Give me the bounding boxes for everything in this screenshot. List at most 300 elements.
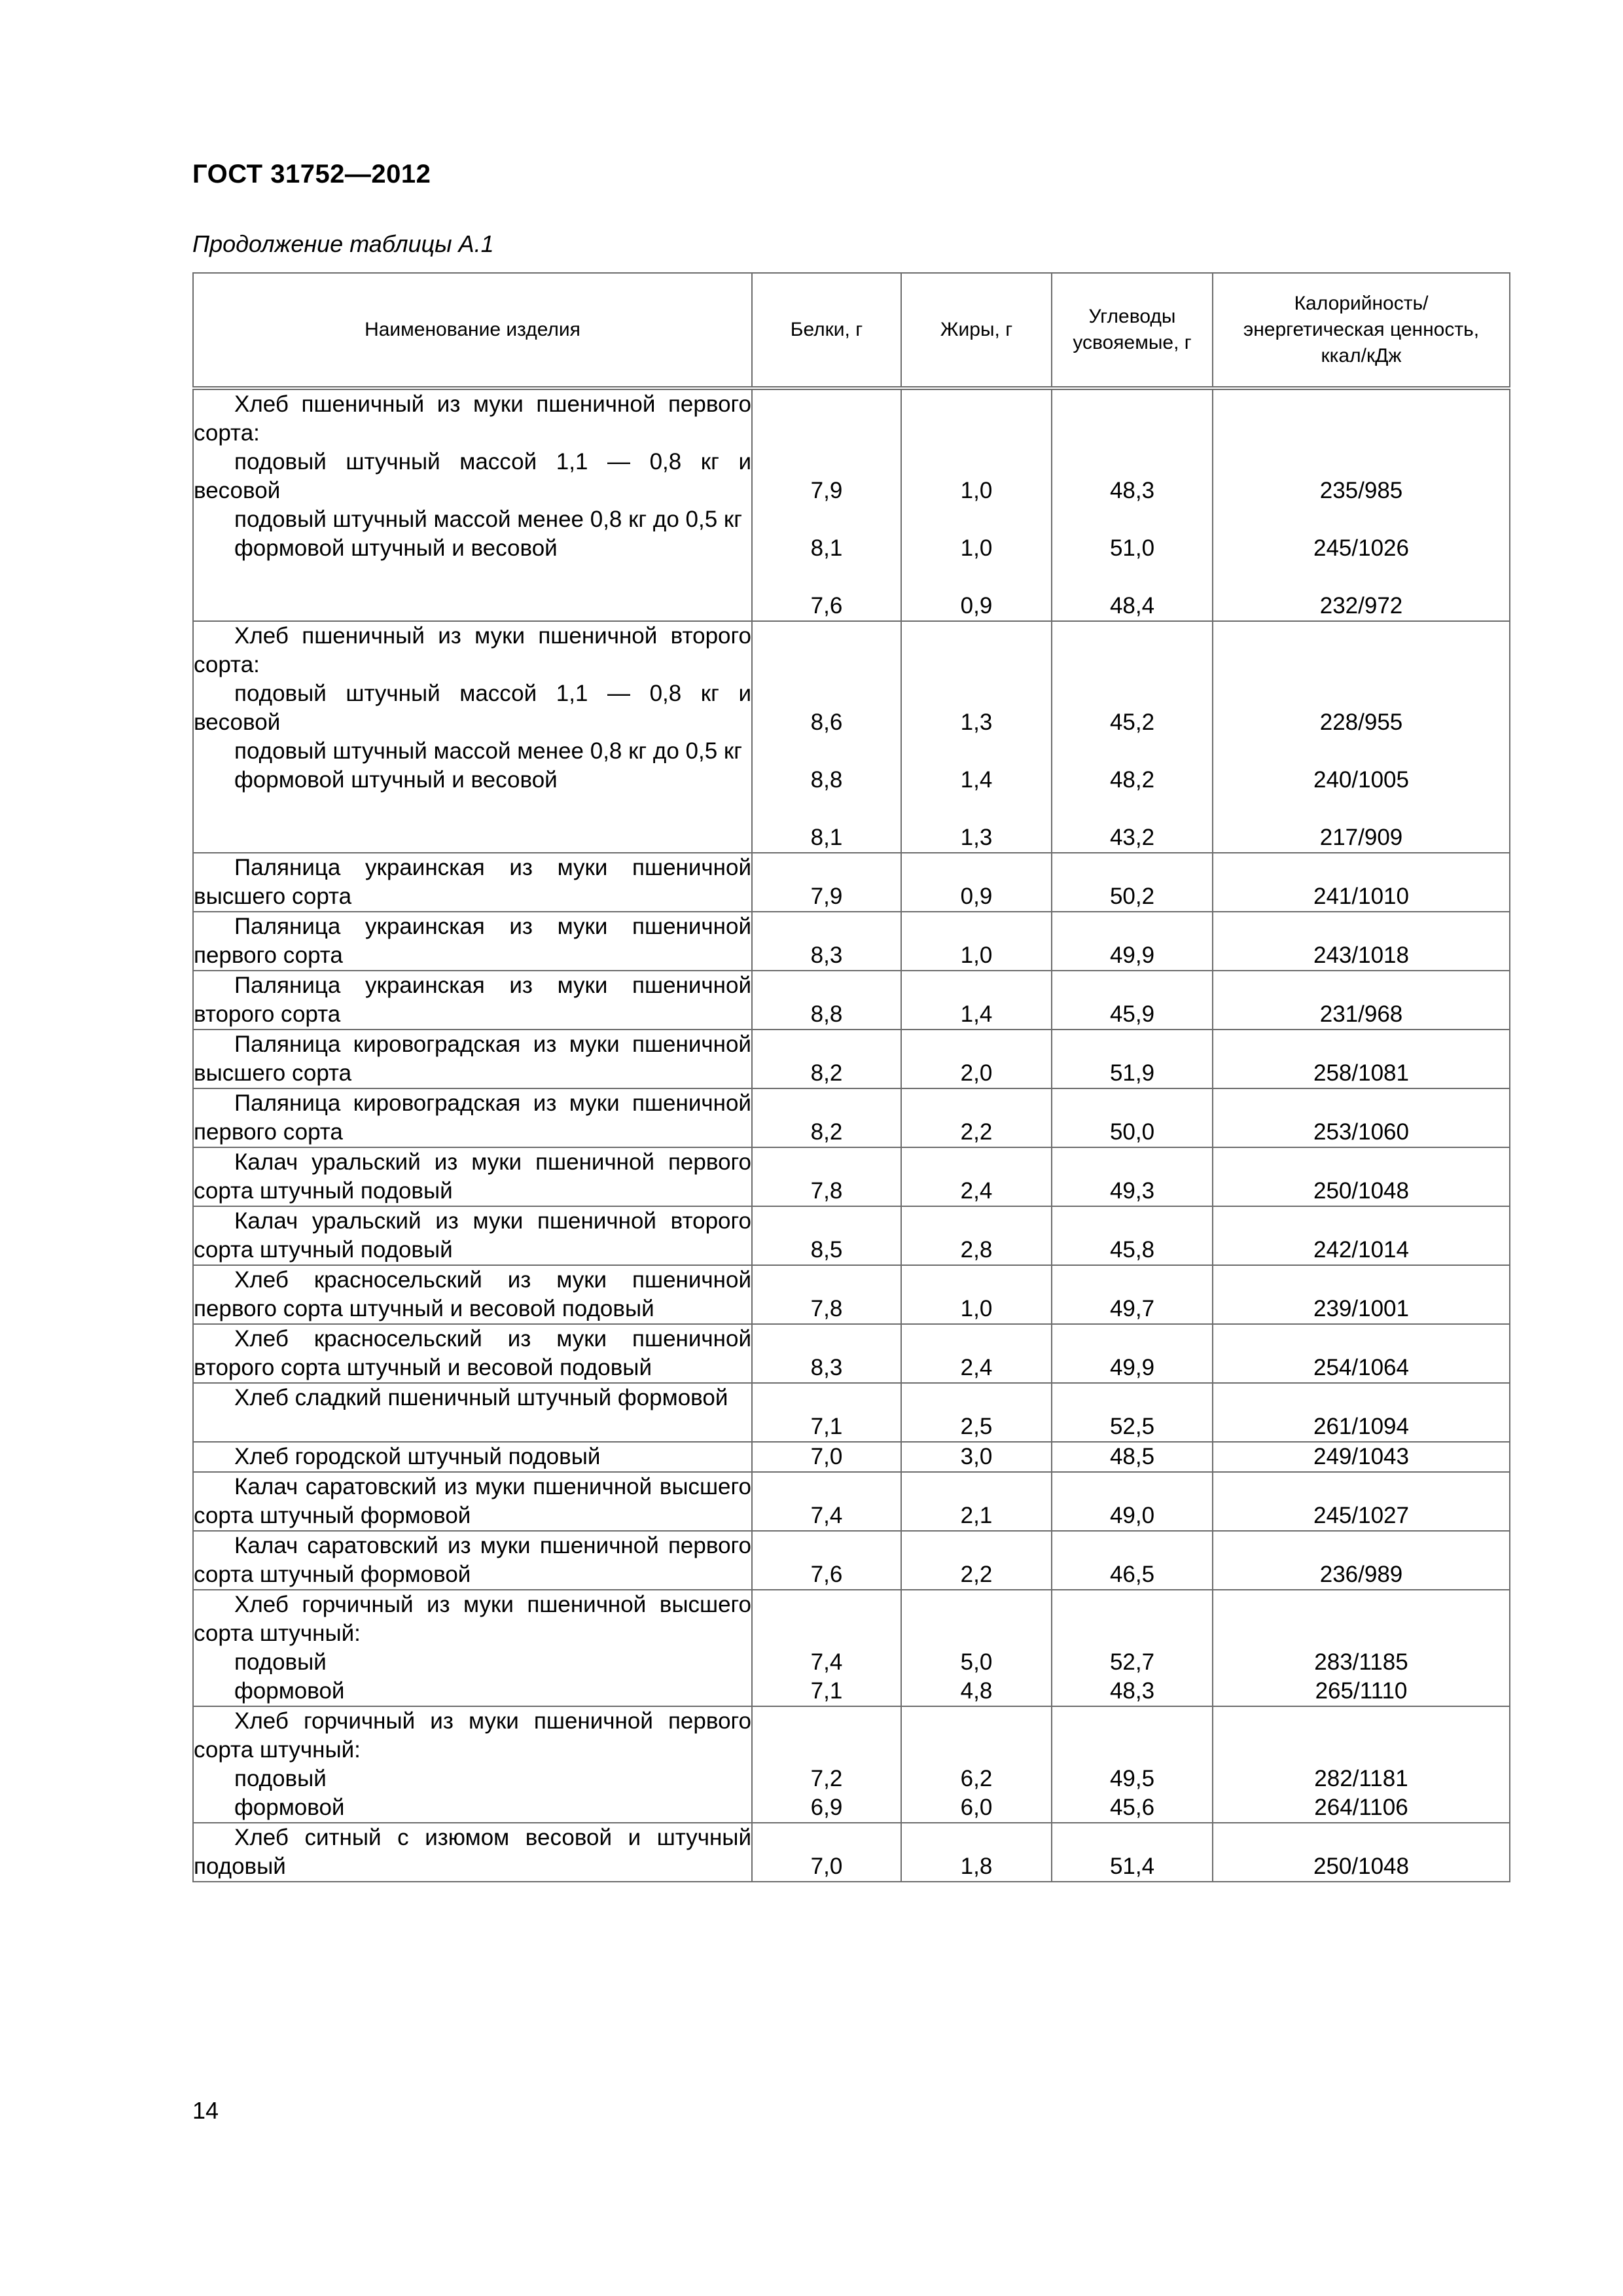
value-protein: 8,2 [810,1119,843,1145]
value-protein: 7,8 [810,1296,843,1321]
spacer [753,1823,901,1852]
cell-fat [901,1823,1052,1882]
value-fat: 2,2 [960,1562,993,1587]
spacer [902,390,1051,419]
spacer [1213,563,1509,592]
value-energy: 253/1060 [1313,1119,1409,1145]
spacer [902,1707,1051,1736]
product-name-cell [193,1206,752,1265]
cell-protein [752,1823,901,1882]
product-name-cell [193,1324,752,1383]
sub-item-label: формовой штучный и весовой [234,767,558,793]
value-carbs: 49,9 [1109,942,1155,968]
sub-item-label: формовой штучный и весовой [234,535,558,561]
spacer [1052,1532,1212,1560]
value-carbs: 48,2 [1109,767,1155,793]
cell-energy [1213,912,1510,971]
cell-fat [901,1706,1052,1823]
value-fat: 1,3 [960,825,993,850]
value-protein: 7,1 [810,1414,843,1439]
value-energy: 231/968 [1319,1001,1403,1027]
value-carbs: 48,4 [1109,593,1155,619]
value-fat: 2,0 [960,1060,993,1086]
spacer [1052,1148,1212,1177]
spacer [1213,1030,1509,1059]
cell-fat [901,971,1052,1030]
value-protein: 8,1 [810,825,843,850]
value-fat: 1,0 [960,478,993,503]
spacer [753,1473,901,1501]
table-row [193,971,1510,1030]
spacer [1052,912,1212,941]
cell-energy [1213,971,1510,1030]
value-protein: 7,2 [810,1766,843,1791]
cell-protein [752,971,901,1030]
value-protein: 8,8 [810,767,843,793]
spacer [902,1384,1051,1412]
product-name: Хлеб сладкий пшеничный штучный формовой [234,1385,728,1410]
spacer [1052,971,1212,1000]
value-fat: 4,8 [960,1678,993,1704]
value-protein: 7,4 [810,1649,843,1675]
spacer [1213,1207,1509,1236]
spacer [1052,505,1212,534]
spacer [902,1325,1051,1354]
spacer [753,448,901,476]
value-carbs: 46,5 [1109,1562,1155,1587]
value-energy: 228/955 [1319,709,1403,735]
cell-energy [1213,1265,1510,1324]
spacer [1213,1823,1509,1852]
value-protein: 7,1 [810,1678,843,1704]
cell-carbs [1052,1823,1213,1882]
value-fat: 2,2 [960,1119,993,1145]
value-carbs: 51,9 [1109,1060,1155,1086]
spacer [1213,853,1509,882]
value-energy: 254/1064 [1313,1355,1409,1380]
value-carbs: 49,5 [1109,1766,1155,1791]
value-energy: 236/989 [1319,1562,1403,1587]
value-fat: 1,0 [960,535,993,561]
spacer [753,1030,901,1059]
product-name-cell [193,1706,752,1823]
value-carbs: 51,0 [1109,535,1155,561]
product-name: Паляница кировоградская из муки пшеничной первого сорта [194,1090,751,1145]
table-row [193,1324,1510,1383]
value-energy: 258/1081 [1313,1060,1409,1086]
value-energy: 250/1048 [1313,1854,1409,1879]
product-name: Хлеб красносельский из муки пшеничной второго сорта штучный и весовой подовый [194,1326,751,1380]
value-energy: 241/1010 [1313,884,1409,909]
spacer [753,419,901,448]
table-header-row [193,273,1510,388]
spacer [902,853,1051,882]
spacer [753,651,901,679]
cell-fat [901,1531,1052,1590]
spacer [1052,1030,1212,1059]
cell-protein [752,1088,901,1147]
spacer [1213,1619,1509,1648]
spacer [1052,1207,1212,1236]
value-carbs: 49,7 [1109,1296,1155,1321]
spacer [753,971,901,1000]
value-fat: 0,9 [960,884,993,909]
spacer [753,1707,901,1736]
page-number: 14 [192,2097,219,2124]
table-row [193,912,1510,971]
product-name: Паляница украинская из муки пшеничной второго сорта [194,973,751,1027]
cell-carbs [1052,621,1213,853]
spacer [1052,737,1212,766]
value-carbs: 48,3 [1109,478,1155,503]
spacer [1213,1384,1509,1412]
spacer [753,1736,901,1765]
cell-fat [901,912,1052,971]
value-carbs: 45,6 [1109,1795,1155,1820]
spacer [753,853,901,882]
table-row [193,1030,1510,1088]
sub-item-label: подовый [234,1649,327,1675]
spacer [1213,737,1509,766]
nutrition-table [192,272,1510,1882]
cell-carbs [1052,1088,1213,1147]
spacer [1052,622,1212,651]
product-name: Хлеб пшеничный из муки пшеничной второго сорта: [194,623,751,677]
value-fat: 5,0 [960,1649,993,1675]
spacer [902,679,1051,708]
spacer [753,1384,901,1412]
value-energy: 235/985 [1319,478,1403,503]
value-protein: 8,5 [810,1237,843,1263]
spacer [1213,1089,1509,1118]
cell-fat [901,853,1052,912]
spacer [1052,1325,1212,1354]
cell-carbs [1052,1030,1213,1088]
product-name: Хлеб ситный с изюмом весовой и штучный подовый [194,1825,751,1879]
cell-fat [901,1590,1052,1706]
product-name-cell [193,1590,752,1706]
spacer [1213,622,1509,651]
value-fat: 2,4 [960,1355,993,1380]
spacer [1052,1384,1212,1412]
cell-protein [752,1472,901,1531]
value-protein: 8,3 [810,1355,843,1380]
cell-energy [1213,1706,1510,1823]
cell-energy [1213,853,1510,912]
cell-energy [1213,1324,1510,1383]
spacer [753,1089,901,1118]
spacer [902,419,1051,448]
cell-protein [752,912,901,971]
cell-energy [1213,388,1510,621]
spacer [1213,795,1509,823]
product-name: Паляница украинская из муки пшеничной первого сорта [194,914,751,968]
product-name: Хлеб горчичный из муки пшеничной первого сорта штучный: [194,1708,751,1763]
table-row [193,1147,1510,1206]
product-name-cell [193,912,752,971]
spacer [902,912,1051,941]
value-protein: 8,8 [810,1001,843,1027]
cell-fat [901,1147,1052,1206]
cell-carbs [1052,1442,1213,1472]
value-fat: 2,1 [960,1503,993,1528]
spacer [1052,390,1212,419]
table-row [193,1590,1510,1706]
table-row [193,388,1510,621]
value-carbs: 48,5 [1109,1444,1155,1469]
product-name-cell [193,1088,752,1147]
spacer [1213,1736,1509,1765]
spacer [1213,1590,1509,1619]
spacer [902,1207,1051,1236]
value-energy: 239/1001 [1313,1296,1409,1321]
spacer [1213,971,1509,1000]
cell-energy [1213,1442,1510,1472]
spacer [1213,419,1509,448]
value-energy: 283/1185 [1314,1649,1408,1675]
value-energy: 232/972 [1319,593,1403,619]
value-protein: 7,8 [810,1178,843,1204]
spacer [753,1207,901,1236]
spacer [1213,912,1509,941]
cell-fat [901,1472,1052,1531]
product-name: Хлеб горчичный из муки пшеничной высшего сорта штучный: [194,1592,751,1646]
value-protein: 6,9 [810,1795,843,1820]
value-fat: 1,4 [960,1001,993,1027]
value-carbs: 49,0 [1109,1503,1155,1528]
spacer [753,1532,901,1560]
product-name-cell [193,971,752,1030]
value-fat: 1,3 [960,709,993,735]
cell-carbs [1052,1383,1213,1442]
product-name: Паляница украинская из муки пшеничной высшего сорта [194,855,751,909]
cell-energy [1213,1088,1510,1147]
column-header-energy: Калорийность/ энергетическая ценность, ккал/кДж [1213,273,1510,388]
cell-energy [1213,1147,1510,1206]
spacer [902,622,1051,651]
value-energy: 265/1110 [1315,1678,1408,1704]
product-name-cell [193,1823,752,1882]
cell-energy [1213,1206,1510,1265]
value-protein: 8,1 [810,535,843,561]
spacer [753,390,901,419]
spacer [902,1148,1051,1177]
spacer [902,651,1051,679]
value-fat: 6,2 [960,1766,993,1791]
spacer [753,679,901,708]
product-name-cell [193,1472,752,1531]
spacer [753,1148,901,1177]
table-row [193,853,1510,912]
value-fat: 6,0 [960,1795,993,1820]
table-row [193,1531,1510,1590]
spacer [753,912,901,941]
sub-item-label: подовый штучный массой 1,1 — 0,8 кг и весовой [194,449,751,503]
spacer [902,505,1051,534]
spacer [1213,1473,1509,1501]
spacer [902,1532,1051,1560]
product-name: Паляница кировоградская из муки пшеничной высшего сорта [194,1031,751,1086]
cell-protein [752,1206,901,1265]
value-fat: 1,0 [960,1296,993,1321]
value-energy: 245/1027 [1313,1503,1409,1528]
value-carbs: 52,7 [1109,1649,1155,1675]
column-header-name: Наименование изделия [193,273,752,388]
spacer [753,505,901,534]
spacer [902,1473,1051,1501]
value-protein: 8,2 [810,1060,843,1086]
cell-carbs [1052,1265,1213,1324]
spacer [1213,651,1509,679]
table-row [193,621,1510,853]
value-carbs: 43,2 [1109,825,1155,850]
spacer [753,1619,901,1648]
cell-fat [901,1088,1052,1147]
value-protein: 7,9 [810,884,843,909]
column-header-carbs: Углеводы усвояемые, г [1052,273,1213,388]
value-energy: 217/909 [1319,825,1403,850]
spacer [1052,1707,1212,1736]
value-carbs: 50,2 [1109,884,1155,909]
sub-item-label: формовой [234,1795,345,1820]
spacer [1052,1473,1212,1501]
cell-protein [752,1147,901,1206]
table-row [193,1383,1510,1442]
spacer [902,1030,1051,1059]
table-row [193,1706,1510,1823]
product-name-cell [193,1147,752,1206]
column-header-fat: Жиры, г [901,273,1052,388]
value-carbs: 52,5 [1109,1414,1155,1439]
cell-protein [752,1265,901,1324]
cell-protein [752,388,901,621]
cell-energy [1213,1590,1510,1706]
document-code: ГОСТ 31752—2012 [192,160,431,188]
spacer [902,448,1051,476]
sub-item-label: подовый [234,1766,327,1791]
spacer [1213,1707,1509,1736]
spacer [1213,390,1509,419]
cell-carbs [1052,1590,1213,1706]
cell-protein [752,1442,901,1472]
value-fat: 2,4 [960,1178,993,1204]
value-energy: 250/1048 [1313,1178,1409,1204]
spacer [753,737,901,766]
cell-energy [1213,1531,1510,1590]
value-energy: 242/1014 [1313,1237,1409,1263]
cell-carbs [1052,1531,1213,1590]
cell-fat [901,1030,1052,1088]
table-row [193,1442,1510,1472]
sub-item-label: подовый штучный массой 1,1 — 0,8 кг и весовой [194,681,751,735]
value-carbs: 49,3 [1109,1178,1155,1204]
cell-carbs [1052,1706,1213,1823]
spacer [1213,1148,1509,1177]
sub-item-label: подовый штучный массой менее 0,8 кг до 0,5 кг [234,738,742,764]
cell-fat [901,1206,1052,1265]
product-name: Калач саратовский из муки пшеничной высшего сорта штучный формовой [194,1474,751,1528]
product-name-cell [193,1383,752,1442]
spacer [753,1325,901,1354]
cell-carbs [1052,388,1213,621]
cell-protein [752,1531,901,1590]
spacer [753,1266,901,1295]
cell-fat [901,621,1052,853]
spacer [902,737,1051,766]
table-row [193,1823,1510,1882]
cell-carbs [1052,1324,1213,1383]
spacer [902,1089,1051,1118]
column-header-protein: Белки, г [752,273,901,388]
product-name-cell [193,1442,752,1472]
value-fat: 1,0 [960,942,993,968]
value-fat: 3,0 [960,1444,993,1469]
value-energy: 264/1106 [1314,1795,1408,1820]
value-protein: 7,9 [810,478,843,503]
value-fat: 1,4 [960,767,993,793]
cell-energy [1213,1472,1510,1531]
value-protein: 7,6 [810,1562,843,1587]
value-carbs: 48,3 [1109,1678,1155,1704]
table-row [193,1472,1510,1531]
product-name-cell [193,1030,752,1088]
value-energy: 240/1005 [1313,767,1409,793]
spacer [1052,419,1212,448]
table-row [193,1088,1510,1147]
cell-protein [752,621,901,853]
spacer [753,563,901,592]
spacer [1052,795,1212,823]
value-energy: 243/1018 [1313,942,1409,968]
value-carbs: 50,0 [1109,1119,1155,1145]
value-carbs: 45,2 [1109,709,1155,735]
spacer [902,971,1051,1000]
value-carbs: 51,4 [1109,1854,1155,1879]
value-energy: 245/1026 [1313,535,1409,561]
value-protein: 8,3 [810,942,843,968]
table-caption: Продолжение таблицы А.1 [192,230,494,257]
table-row [193,1206,1510,1265]
value-protein: 7,0 [810,1854,843,1879]
value-energy: 282/1181 [1314,1766,1408,1791]
spacer [902,1266,1051,1295]
sub-item-label: формовой [234,1678,345,1704]
spacer [1052,853,1212,882]
cell-fat [901,388,1052,621]
value-fat: 2,8 [960,1237,993,1263]
cell-protein [752,1324,901,1383]
spacer [753,622,901,651]
cell-energy [1213,1030,1510,1088]
product-name: Хлеб пшеничный из муки пшеничной первого сорта: [194,391,751,446]
product-name-cell [193,853,752,912]
spacer [1052,1736,1212,1765]
table-row [193,1265,1510,1324]
spacer [902,1736,1051,1765]
value-energy: 261/1094 [1313,1414,1409,1439]
spacer [902,1823,1051,1852]
spacer [1213,679,1509,708]
cell-protein [752,853,901,912]
value-carbs: 45,8 [1109,1237,1155,1263]
cell-protein [752,1383,901,1442]
spacer [753,1590,901,1619]
spacer [1052,1089,1212,1118]
cell-energy [1213,621,1510,853]
value-carbs: 45,9 [1109,1001,1155,1027]
product-name: Калач уральский из муки пшеничной первого сорта штучный подовый [194,1149,751,1204]
spacer [1213,448,1509,476]
